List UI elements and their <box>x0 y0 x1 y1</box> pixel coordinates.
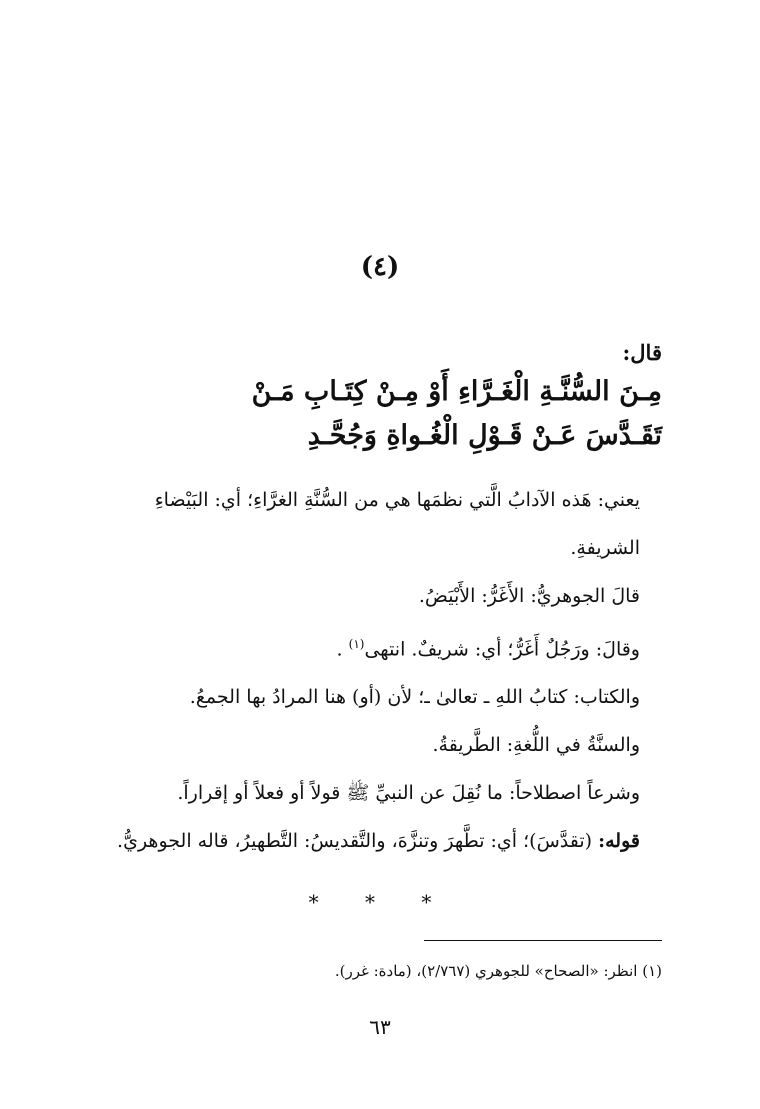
footnote-reference: (١) <box>348 637 365 651</box>
section-number: (٤) <box>360 252 400 282</box>
paragraph-sunnah-shar: وشرعاً اصطلاحاً: ما نُقِلَ عن النبيِّ ﷺ قولاً أو فعلاً أو إقراراً. <box>177 782 640 805</box>
section-divider-stars: * * * <box>308 890 452 914</box>
paragraph-taqaddas-text: (تقدَّسَ)؛ أي: تطَّهرَ وتنزَّهَ، والتَّقديسُ: التَّطهيرُ، قاله الجوهريُّ. <box>117 830 593 853</box>
qawluhu-label: قوله: <box>598 830 640 853</box>
footnote-divider <box>424 940 662 941</box>
qala-label: قال: <box>622 340 662 365</box>
paragraph-explanation: يعني: هَذه الآدابُ الَّتي نظمَها هي من السُّنَّةِ الغرَّاءِ؛ أي: البَيْضاءِ الشريفةِ. <box>154 489 640 559</box>
commentary-body <box>92 476 662 865</box>
paragraph-sharif <box>92 620 662 673</box>
paragraph-sunnah-lugha: والسنَّةُ في اللُّغةِ: الطَّريقةُ. <box>432 734 640 757</box>
paragraph-kitab: والكتاب: كتابُ اللهِ ـ تعالىٰ ـ؛ لأن (أو) هنا المرادُ بها الجمعُ. <box>189 686 640 709</box>
page-number: ٦٣ <box>369 1015 391 1039</box>
paragraph-sharif-tail: . <box>336 638 343 661</box>
verse-line-2: تَقَـدَّسَ عَـنْ قَـوْلِ الْغُـواةِ وَجُحَّـدِ <box>307 420 662 451</box>
paragraph-taqaddas <box>92 817 662 865</box>
paragraph-jawhari-quote: قالَ الجوهريُّ: الأَغَرُّ: الأَبْيَضُ. <box>418 585 640 607</box>
footnote: (١) انظر: «الصحاح» للجوهري (٢/٧٦٧)، (مادة: غرر). <box>334 962 662 980</box>
verse-line-1: مِـنَ السُّنَّـةِ الْغَـرَّاءِ أَوْ مِـنْ كِتَـابِ مَـنْ <box>251 376 662 407</box>
paragraph-sharif-text: وقالَ: ورَجُلٌ أَغَرُّ؛ أي: شريفٌ. انتهى <box>364 638 640 661</box>
